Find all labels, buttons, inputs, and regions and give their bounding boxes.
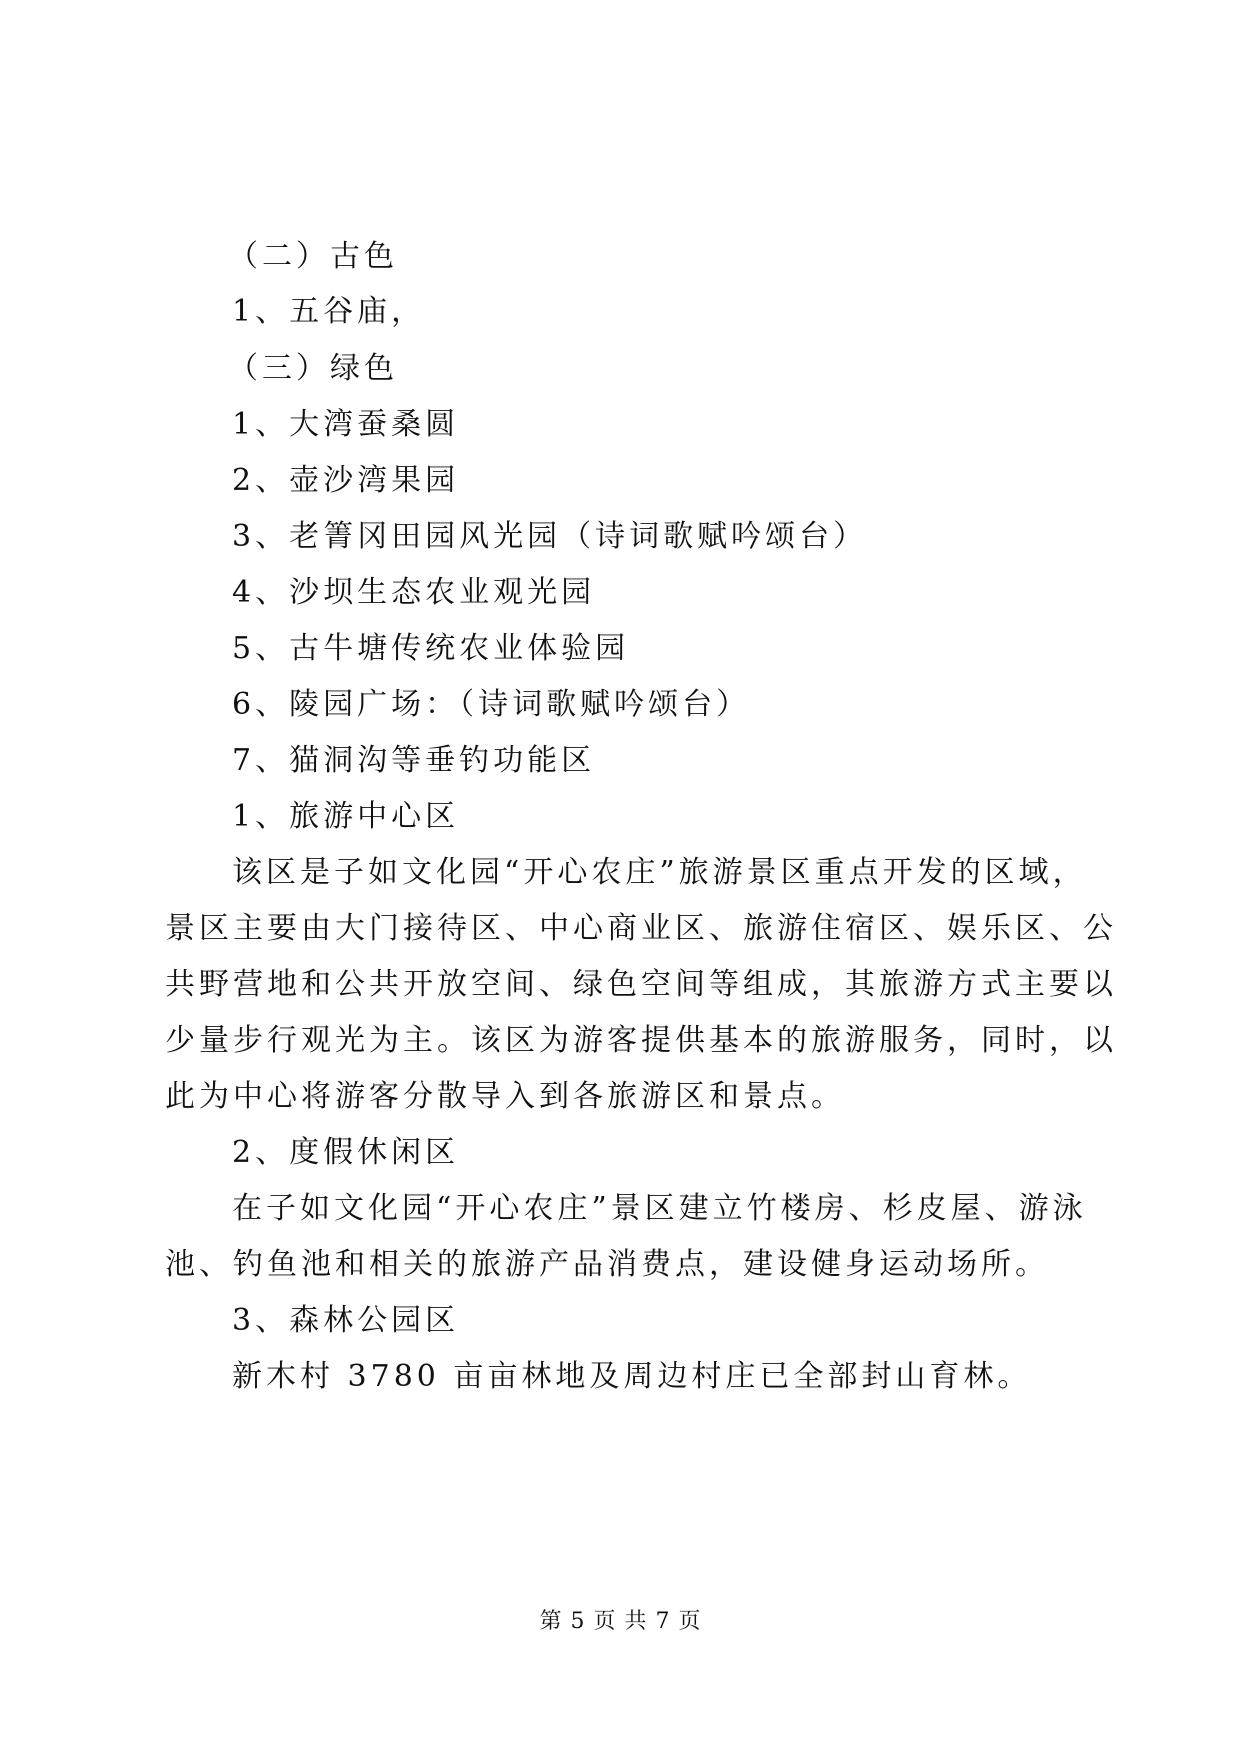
section-heading-gu-se: （二）古色 bbox=[228, 239, 398, 274]
list-item: 2、壶沙湾果园 bbox=[232, 463, 460, 498]
paragraph-line: 新木村 3780 亩亩林地及周边村庄已全部封山育林。 bbox=[232, 1359, 1032, 1394]
subheading-resort-area: 2、度假休闲区 bbox=[232, 1135, 460, 1170]
list-item: 1、大湾蚕桑圆 bbox=[232, 407, 460, 442]
paragraph-line: 此为中心将游客分散导入到各旅游区和景点。 bbox=[165, 1079, 845, 1114]
list-item: 3、老箐冈田园风光园（诗词歌赋吟颂台） bbox=[232, 519, 868, 554]
paragraph-line: 池、钓鱼池和相关的旅游产品消费点，建设健身运动场所。 bbox=[165, 1247, 1049, 1282]
paragraph-line: 该区是子如文化园“开心农庄”旅游景区重点开发的区域， bbox=[232, 855, 1087, 890]
page-number-footer: 第 5 页 共 7 页 bbox=[539, 1609, 702, 1634]
paragraph-line: 少量步行观光为主。该区为游客提供基本的旅游服务，同时，以 bbox=[165, 1023, 1117, 1058]
list-item: 4、沙坝生态农业观光园 bbox=[232, 575, 596, 610]
subheading-tourism-center: 1、旅游中心区 bbox=[232, 799, 460, 834]
list-item: 5、古牛塘传统农业体验园 bbox=[232, 631, 630, 666]
list-item: 6、陵园广场：（诗词歌赋吟颂台） bbox=[232, 687, 751, 722]
subheading-forest-park: 3、森林公园区 bbox=[232, 1303, 460, 1338]
list-item: 1、五谷庙， bbox=[232, 294, 426, 329]
paragraph-line: 共野营地和公共开放空间、绿色空间等组成，其旅游方式主要以 bbox=[165, 967, 1117, 1002]
list-item: 7、猫洞沟等垂钓功能区 bbox=[232, 743, 596, 778]
paragraph-line: 在子如文化园“开心农庄”景区建立竹楼房、杉皮屋、游泳 bbox=[232, 1191, 1087, 1226]
paragraph-line: 景区主要由大门接待区、中心商业区、旅游住宿区、娱乐区、公 bbox=[165, 911, 1117, 946]
section-heading-lv-se: （三）绿色 bbox=[228, 351, 398, 386]
